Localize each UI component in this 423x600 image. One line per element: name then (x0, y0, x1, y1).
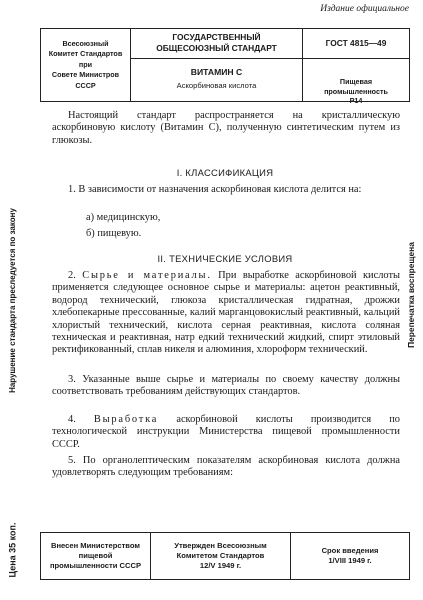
gost-number: ГОСТ 4815—49 (303, 29, 409, 59)
paragraph-2-heading: Сырье и материалы. (82, 270, 212, 281)
intro-paragraph (52, 110, 400, 147)
paragraph-4-heading: Выработка (93, 414, 159, 425)
section-2-title: II. ТЕХНИЧЕСКИЕ УСЛОВИЯ (157, 253, 293, 264)
issuing-organization (41, 29, 131, 101)
price-text: Цена 35 коп. (7, 522, 17, 578)
org-line: Совете Министров (51, 70, 120, 80)
category-line: Р14 (349, 96, 363, 105)
effective-line: 1/VIII 1949 г. (328, 556, 372, 565)
paragraph-5-text: 5. По органолептическим показателям аскорбиновая кислота должна удовлетворять следующим требованиям: (52, 455, 400, 479)
approved-line: Комитетом Стандартов (176, 551, 265, 560)
list-item-a: а) медицинскую, (86, 212, 161, 223)
document-subtitle: Аскорбиновая кислота (176, 81, 257, 90)
paragraph-4-number: 4. (68, 414, 76, 425)
paragraph-5 (52, 455, 400, 480)
intro-text: Настоящий стандарт распространяется на кристаллическую аскорбиновую кислоту (Витамин С), полученную синтетическим путем из глюкозы. (52, 110, 400, 146)
standard-title-cell (131, 29, 303, 101)
org-line: при (78, 59, 93, 69)
introduced-line: Внесен Министерством (50, 541, 141, 550)
paragraph-2 (52, 270, 400, 357)
effective-date (291, 533, 409, 579)
introduced-line: пищевой (78, 551, 113, 560)
paragraph-3 (52, 374, 400, 399)
left-margin-note-text: Нарушение стандарта преследуется по закону (7, 207, 17, 393)
category-line: Пищевая (339, 77, 373, 86)
approved-line: 12/V 1949 г. (199, 561, 242, 570)
introduced-line: промышленности СССР (49, 561, 142, 570)
approved-by (151, 533, 291, 579)
category-line: промышленность (324, 86, 388, 96)
paragraph-2-number: 2. (68, 270, 76, 281)
section-1-title: I. КЛАССИФИКАЦИЯ (176, 167, 274, 178)
paragraph-2-text: При выработке аскорбиновой кислоты применяется следующее основное сырье и материалы: ацетон реактивный, водород технический, глюкоза кристаллическая гидратная, дрожжи хлебопекарные прессованные, калий марганцовокислый реактивный, кальций хлористый технический, кислота серная реактивная, кислота соляная техническая и реактивная, натр едкий технический жидкий, спирт этиловый ректификованный, сплав никеля и алюминия, хлороформ технический. (52, 270, 400, 356)
document-title: ВИТАМИН С (190, 67, 243, 77)
gost-cell (303, 29, 409, 105)
edition-note: Издание официальное (320, 4, 409, 14)
category (303, 59, 409, 106)
right-margin-note-text: Перепечатка воспрещена (406, 242, 417, 348)
effective-line: Срок введения (321, 546, 379, 555)
paragraph-4-text: аскорбиновой кислоты производится по технологической инструкции Министерства пищевой промышленности СССР. (52, 414, 400, 450)
paragraph-4 (52, 414, 400, 451)
standard-type (131, 29, 302, 59)
approved-line: Утвержден Всесоюзным (174, 541, 267, 550)
footer-table (40, 532, 410, 580)
left-margin-note (5, 130, 19, 470)
list-item-b: б) пищевую. (86, 228, 142, 239)
standard-type-line: ГОСУДАРСТВЕННЫЙ (172, 32, 261, 42)
price-note (5, 510, 19, 590)
header-table (40, 28, 410, 105)
standard-type-line: ОБЩЕСОЮЗНЫЙ СТАНДАРТ (156, 43, 277, 53)
introduced-by (41, 533, 151, 579)
paragraph-1-text: 1. В зависимости от назначения аскорбиновая кислота делится на: (68, 184, 362, 195)
paragraph-3-text: 3. Указанные выше сырье и материалы по своему качеству должны соответствовать требованиям действующих стандартов. (52, 374, 400, 398)
paragraph-1 (52, 184, 400, 196)
right-margin-note (404, 200, 418, 390)
org-line: Комитет Стандартов (48, 49, 123, 59)
org-line: СССР (75, 80, 96, 90)
org-line: Всесоюзный (62, 38, 109, 48)
